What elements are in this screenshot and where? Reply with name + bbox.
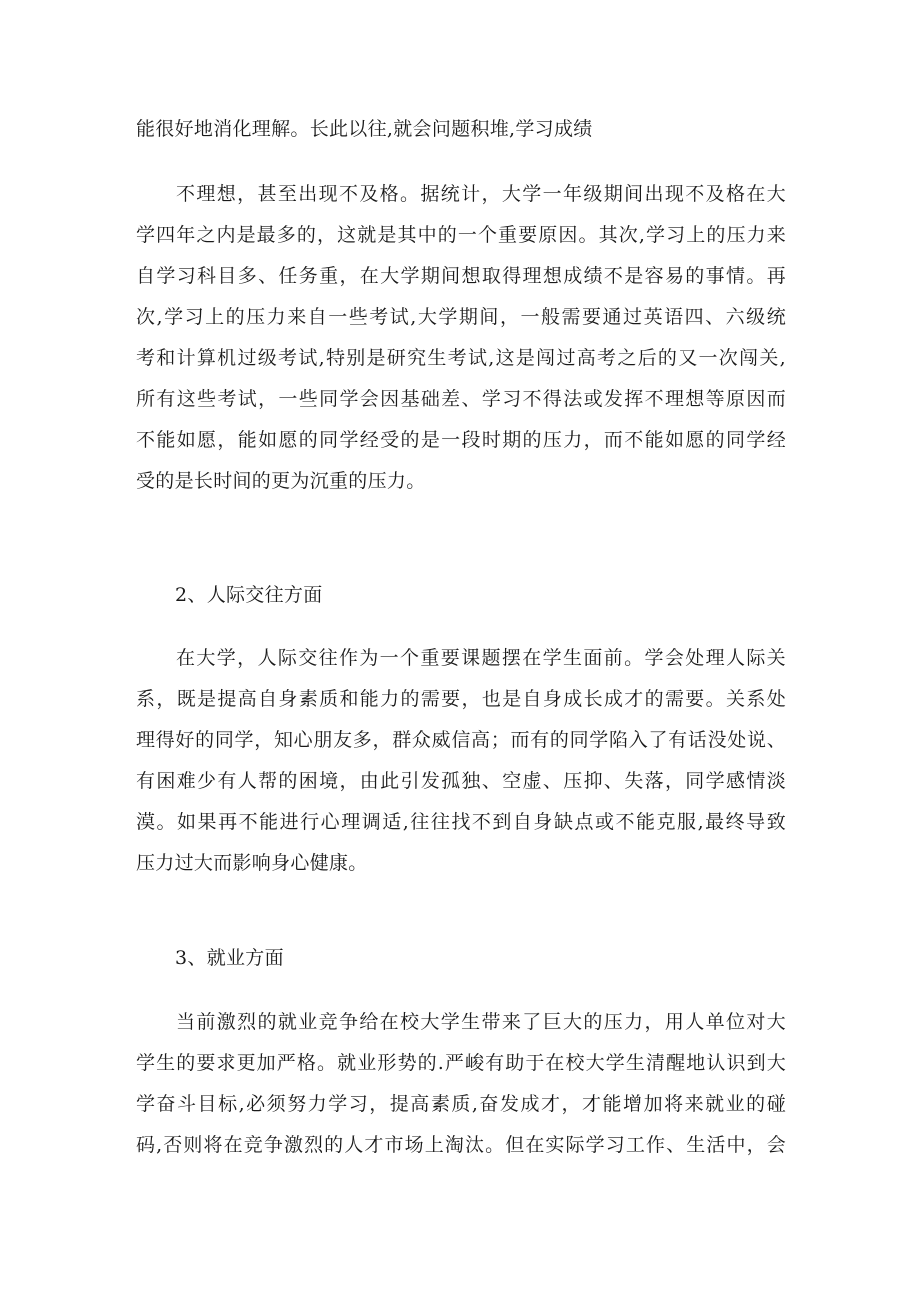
section-heading-employment: 3、就业方面 [175, 947, 284, 969]
text-line: 能很好地消化理解。长此以往,就会问题积堆,学习成绩 [136, 118, 593, 140]
text-line: 压力过大而影响身心健康。 [136, 852, 368, 874]
text-line: 学生的要求更加严格。就业形势的.严峻有助于在校大学生清醒地认识到大 [136, 1052, 786, 1074]
text-line: 不能如愿，能如愿的同学经受的是一段时期的压力，而不能如愿的同学经 [136, 429, 786, 451]
text-line: 所有这些考试，一些同学会因基础差、学习不得法或发挥不理想等原因而 [136, 388, 786, 410]
text-line: 系，既是提高自身素质和能力的需要，也是自身成长成才的需要。关系处 [136, 688, 786, 710]
text-line: 受的是长时间的更为沉重的压力。 [136, 470, 426, 492]
text-line: 不理想，甚至出现不及格。据统计，大学一年级期间出现不及格在大 [176, 183, 786, 205]
paragraph-interpersonal [136, 638, 786, 884]
text-line: 自学习科目多、任务重，在大学期间想取得理想成绩不是容易的事情。再 [136, 265, 786, 287]
text-line: 理得好的同学，知心朋友多，群众威信高；而有的同学陷入了有话没处说、 [136, 729, 786, 751]
text-line: 码,否则将在竞争激烈的人才市场上淘汰。但在实际学习工作、生活中，会 [136, 1134, 786, 1156]
paragraph-study-pressure [136, 174, 786, 502]
intro-paragraph [136, 109, 786, 150]
text-line: 当前激烈的就业竞争给在校大学生带来了巨大的压力，用人单位对大 [176, 1011, 786, 1033]
text-line: 漠。如果再不能进行心理调适,往往找不到自身缺点或不能克服,最终导致 [136, 811, 786, 833]
text-line: 学四年之内是最多的，这就是其中的一个重要原因。其次,学习上的压力来 [136, 224, 786, 246]
text-line: 学奋斗目标,必须努力学习，提高素质,奋发成才，才能增加将来就业的碰 [136, 1093, 786, 1115]
text-line: 考和计算机过级考试,特别是研究生考试,这是闯过高考之后的又一次闯关, [136, 347, 786, 369]
text-line: 次,学习上的压力来自一些考试,大学期间，一般需要通过英语四、六级统 [136, 306, 786, 328]
section-heading-interpersonal: 2、人际交往方面 [175, 584, 323, 606]
paragraph-employment [136, 1002, 786, 1166]
text-line: 在大学，人际交往作为一个重要课题摆在学生面前。学会处理人际关 [176, 647, 786, 669]
text-line: 有困难少有人帮的困境，由此引发孤独、空虚、压抑、失落，同学感情淡 [136, 770, 786, 792]
